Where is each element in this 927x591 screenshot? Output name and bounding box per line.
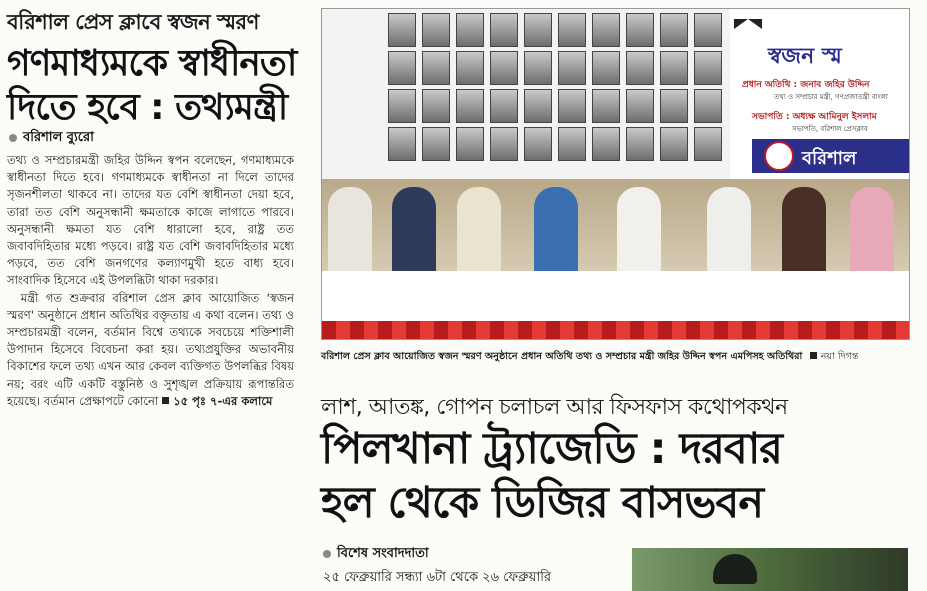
banner-org: বরিশাল [802, 148, 857, 169]
portrait [626, 127, 654, 161]
portrait [694, 89, 722, 123]
guest-figure [850, 187, 894, 275]
portrait [592, 127, 620, 161]
portrait [524, 89, 552, 123]
left-headline-line1: গণমাধ্যমকে স্বাধীনতা [7, 43, 297, 84]
portrait [456, 13, 484, 47]
portrait [422, 51, 450, 85]
event-photo [321, 8, 910, 340]
left-paragraph-2 [7, 290, 294, 410]
bullet-icon [323, 550, 331, 558]
banner-title: স্বজন স্ম [768, 44, 842, 69]
portrait [558, 13, 586, 47]
guest-figure [328, 187, 372, 275]
guest-figure [392, 187, 436, 275]
portrait [388, 13, 416, 47]
portrait [490, 51, 518, 85]
banner-line-2: তথ্য ও সম্প্রচার মন্ত্রী, গণপ্রজাতন্ত্রী বাংলা [774, 93, 888, 101]
portrait [422, 13, 450, 47]
portrait [524, 127, 552, 161]
portrait [456, 89, 484, 123]
second-photo [632, 548, 908, 591]
banner-line-3: সভাপতি : অধ্যক্ষ আমিনুল ইসলাম [752, 112, 877, 122]
portrait [592, 89, 620, 123]
portrait [660, 51, 688, 85]
banner-line-4: সভাপতি, বরিশাল প্রেসক্লাব [792, 125, 868, 133]
portrait-grid [388, 13, 730, 161]
banner-line-1: প্রধান অতিথি : জনাব জহির উদ্দিন [742, 80, 870, 90]
press-club-logo-icon [764, 141, 794, 171]
portrait [626, 89, 654, 123]
right-byline [323, 544, 429, 565]
caption-text: বরিশাল প্রেস ক্লাব আয়োজিত স্বজন স্মরণ অনুষ্ঠানে প্রধান অতিথি তথ্য ও সম্প্রচার মন্ত্রী জহির উদ্দিন স্বপন এমপিসহ অতিথিরা [321, 351, 803, 362]
left-article [0, 0, 300, 591]
guest-figure [534, 187, 578, 275]
portrait [660, 127, 688, 161]
right-column [318, 0, 927, 591]
portrait [422, 127, 450, 161]
portrait [388, 127, 416, 161]
portrait [694, 127, 722, 161]
guest-figure [457, 187, 501, 275]
portrait [490, 13, 518, 47]
portrait [490, 127, 518, 161]
left-byline [9, 128, 94, 149]
bullet-icon [9, 134, 17, 142]
right-byline-text: বিশেষ সংবাদদাতা [337, 546, 429, 561]
table-fringe [322, 321, 909, 339]
portrait [592, 13, 620, 47]
right-headline-line1: পিলখানা ট্র্যাজেডি : দরবার [321, 424, 782, 474]
portrait [558, 51, 586, 85]
right-lead: ২৫ ফেব্রুয়ারি সন্ধ্যা ৬টা থেকে ২৬ ফেব্রুয়ারি [323, 570, 552, 585]
left-headline-line2: দিতে হবে : তথ্যমন্ত্রী [7, 87, 288, 128]
right-headline[interactable] [321, 422, 921, 530]
left-body [7, 152, 294, 410]
portrait [694, 13, 722, 47]
photo-caption [321, 350, 921, 365]
photo-credit: নয়া দিগন্ত [820, 351, 859, 362]
portrait [694, 51, 722, 85]
photo-banner [322, 9, 909, 179]
portrait [456, 51, 484, 85]
portrait [524, 13, 552, 47]
portrait [388, 89, 416, 123]
portrait [524, 51, 552, 85]
guest-figure [617, 187, 661, 275]
portrait [456, 127, 484, 161]
portrait [592, 51, 620, 85]
left-paragraph-2-text: মন্ত্রী গত শুক্রবার বরিশাল প্রেস ক্লাব আয়োজিত 'স্বজন স্মরণ' অনুষ্ঠানে প্রধান অতিথির বক্তৃতায় এ কথা বলেন। তথ্য ও সম্প্রচারমন্ত্রী বলেন, বর্তমান বিশ্বে তথ্যকে সবচেয়ে শক্তিশালী উপাদান হিসেবে বিবেচনা করা হয়। তথ্যপ্রযুক্তির অভাবনীয় বিকাশের ফলে তথ্য এখন আর কেবল ব্যক্তিগত উপলব্ধির বিষয় নয়; বরং এটি একটি বস্তুনিষ্ঠ ও সুশৃঙ্খল প্রক্রিয়ায় রূপান্তরিত হয়েছে। বর্তমান প্রেক্ষাপটে কোনো [7, 290, 294, 408]
left-headline[interactable] [7, 42, 302, 130]
mourning-ribbon-icon [734, 19, 762, 29]
portrait [558, 127, 586, 161]
square-bullet-icon [162, 397, 169, 404]
left-paragraph-1: তথ্য ও সম্প্রচারমন্ত্রী জহির উদ্দিন স্বপন বলেছেন, গণমাধ্যমকে স্বাধীনতা দিতে হবে। গণমাধ্যমকে স্বাধীনতা না দিলে তাদের সৃজনশীলতা থাকবে না। তাদের যত বেশি স্বাধীনতা দেয়া হবে, তারা তত বেশি অনুসন্ধানী ক্ষমতাকে কাজে লাগাতে পারবে। অনুসন্ধানী ক্ষমতা যত বেশি ধারালো হবে, রাষ্ট্র তত জবাবদিহিতার মধ্যে পড়বে। রাষ্ট্র যত বেশি জবাবদিহিতার মধ্যে পড়বে, তত বেশি জনগণের কল্যাণমুখী হতে বাধ্য হবে। সাংবাদিক হিসেবে এই উপলব্ধিটা থাকা দরকার। [7, 153, 294, 288]
left-byline-text: বরিশাল ব্যুরো [23, 130, 94, 145]
portrait [626, 13, 654, 47]
right-headline-line2: হল থেকে ডিজির বাসভবন [321, 478, 764, 528]
portrait [626, 51, 654, 85]
right-kicker: লাশ, আতঙ্ক, গোপন চলাচল আর ফিসফাস কথোপকথন [321, 395, 788, 420]
guest-figure [707, 187, 751, 275]
portrait [388, 51, 416, 85]
portrait [660, 13, 688, 47]
jump-link[interactable]: ১৫ পৃঃ ৭-এর কলামে [173, 393, 273, 408]
guest-figure [782, 187, 826, 275]
portrait [558, 89, 586, 123]
portrait [490, 89, 518, 123]
portrait [422, 89, 450, 123]
square-bullet-icon [810, 352, 817, 359]
portrait [660, 89, 688, 123]
left-kicker: বরিশাল প্রেস ক্লাবে স্বজন স্মরণ [7, 10, 259, 34]
